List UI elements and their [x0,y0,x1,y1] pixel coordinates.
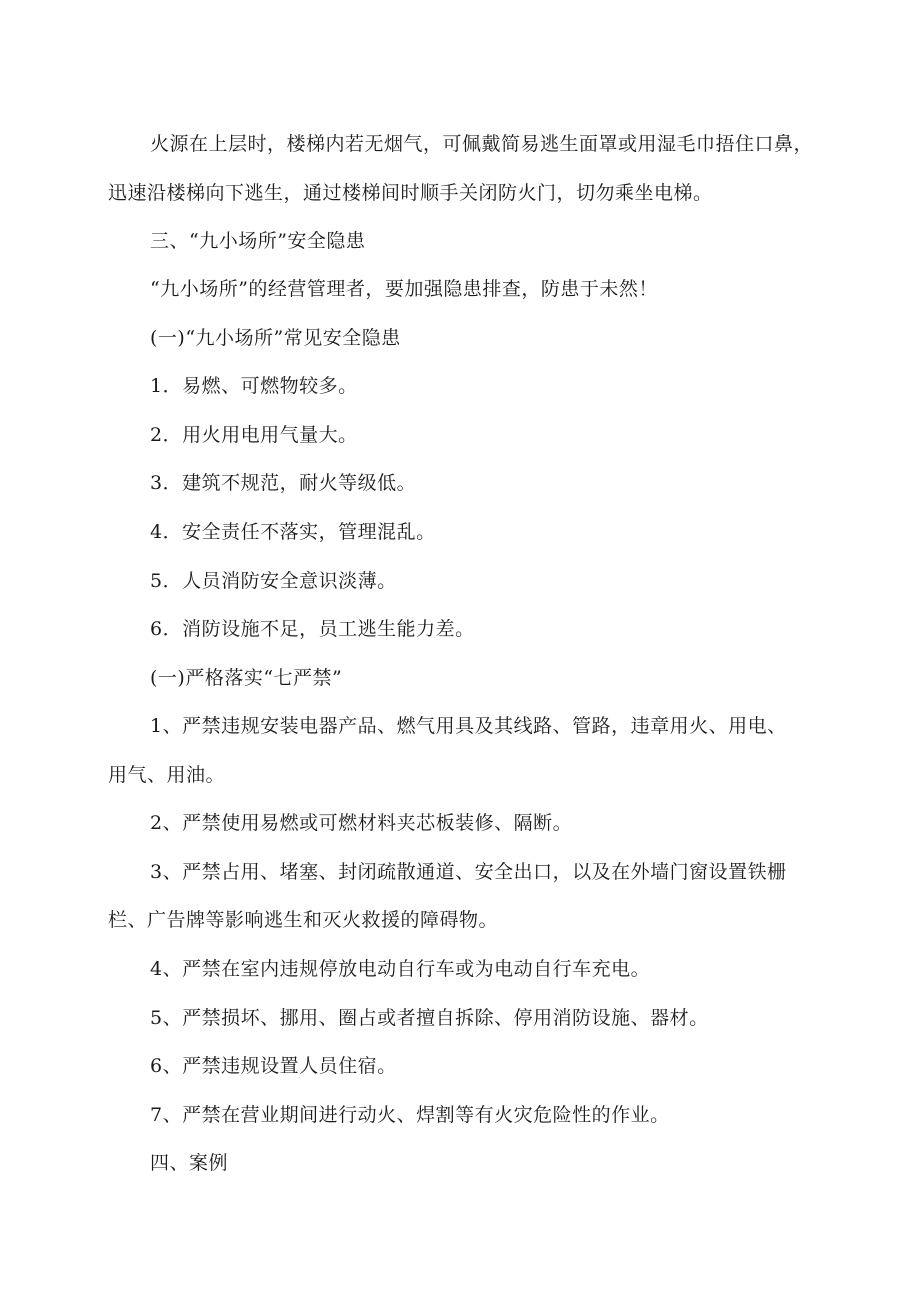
subsection-heading: (一)严格落实“七严禁” [150,667,343,689]
list-item: 2、严禁使用易燃或可燃材料夹芯板装修、隔断。 [150,812,573,834]
list-item: 3．建筑不规范，耐火等级低。 [150,472,417,494]
list-item-continuation: 用气、用油。 [108,764,226,786]
list-item: 5．人员消防安全意识淡薄。 [150,570,397,592]
list-item: 7、严禁在营业期间进行动火、焊割等有火灾危险性的作业。 [150,1104,670,1126]
list-item-continuation: 栏、广告牌等影响逃生和灭火救援的障碍物。 [108,909,499,931]
paragraph-line: “九小场所”的经营管理者，要加强隐患排查，防患于未然！ [150,278,658,300]
section-heading: 三、“九小场所”安全隐患 [150,230,366,252]
list-item: 6．消防设施不足，员工逃生能力差。 [150,618,475,640]
list-item: 1．易燃、可燃物较多。 [150,375,358,397]
section-heading: 四、案例 [150,1152,229,1174]
subsection-heading: (一)“九小场所”常见安全隐患 [150,327,401,349]
list-item: 5、严禁损坏、挪用、圈占或者擅自拆除、停用消防设施、器材。 [150,1007,709,1029]
paragraph-line: 火源在上层时，楼梯内若无烟气，可佩戴简易逃生面罩或用湿毛巾捂住口鼻， [150,133,814,155]
list-item: 1、严禁违规安装电器产品、燃气用具及其线路、管路，违章用火、用电、 [150,715,787,737]
list-item: 6、严禁违规设置人员住宿。 [150,1055,397,1077]
list-item: 3、严禁占用、堵塞、封闭疏散通道、安全出口，以及在外墙门窗设置铁栅 [150,861,787,883]
list-item: 4．安全责任不落实，管理混乱。 [150,521,436,543]
paragraph-line: 迅速沿楼梯向下逃生，通过楼梯间时顺手关闭防火门，切勿乘坐电梯。 [108,182,713,204]
list-item: 4、严禁在室内违规停放电动自行车或为电动自行车充电。 [150,958,651,980]
list-item: 2．用火用电用气量大。 [150,424,358,446]
